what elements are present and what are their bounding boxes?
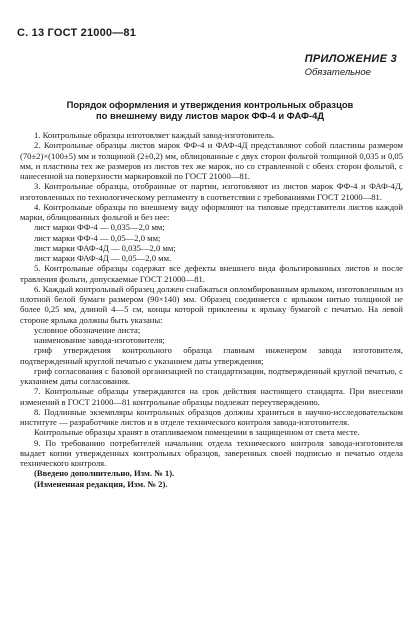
label-item-designation: условное обозначение листа;	[34, 324, 141, 335]
page-header: С. 13 ГОСТ 21000—81	[17, 27, 137, 39]
paragraph-9: 9. По требованию потребителей начальник отдела технического контроля завода-изготовителя выдает копии утвержденных контрольных образцов, заверенных своей подписью и печатью отдела технического контроля.	[20, 437, 403, 468]
title-line-1: Порядок оформления и утверждения контрольных образцов	[66, 99, 354, 110]
list-item: лист марки ФАФ-4Д — 0,035—2,0 мм;	[34, 242, 176, 253]
amendment-note-1: (Введено дополнительно, Изм. № 1).	[34, 468, 175, 479]
paragraph-6: 6. Каждый контрольный образец должен снабжаться опломбированным ярлыком, изготовленным из плотной белой бумаги размером (90×140) мм. Образец соединяется с ярлыком нитью толщиной не более 0,25 мм, длиной 4—5 см, концы которой приклеены к ярлыку бумагой с печатью. На левой стороне ярлыка должны быть указаны:	[20, 283, 403, 325]
list-item: лист марки ФФ-4 — 0,05—2,0 мм;	[34, 232, 161, 243]
title-line-2: по внешнему виду листов марок ФФ-4 и ФАФ-4Д	[95, 110, 325, 121]
appendix-subtitle: Обязательное	[304, 67, 371, 78]
amendment-note-2: (Измененная редакция, Изм. № 2).	[34, 478, 168, 489]
label-item-approval: гриф утверждения контрольного образца главным инженером завода изготовителя, подтвержденный круглой печатью с указанием даты утверждения;	[20, 345, 403, 366]
document-body	[20, 130, 403, 489]
paragraph-3: 3. Контрольные образцы, отобранные от партии, изготовляют из листов марок ФФ-4 и ФАФ-4Д, изготовленных по технологическому регламенту в соответствии с требованиями ГОСТ 21000—81.	[20, 181, 403, 202]
paragraph-8-storage: Контрольные образцы хранят в отапливаемом помещении в защищенном от света месте.	[34, 427, 360, 438]
list-item: лист марки ФАФ-4Д — 0,05—2,0 мм.	[34, 253, 172, 263]
appendix-title: ПРИЛОЖЕНИЕ 3	[304, 53, 397, 65]
label-item-manufacturer: наименование завода-изготовителя;	[34, 335, 165, 345]
paragraph-5: 5. Контрольные образцы содержат все дефекты внешнего вида фольгированных листов и после травления фольги, допускаемые ГОСТ 21000—81.	[20, 263, 403, 284]
label-item-agreement: гриф согласования с базовой организацией по стандартизации, подтвержденный круглой печатью, с указанием даты согласования.	[20, 365, 403, 386]
paragraph-4: 4. Контрольные образцы по внешнему виду оформляют на типовые представители листов каждой марки, облицованных фольгой и без нее:	[20, 201, 403, 222]
paragraph-8: 8. Подлинные экземпляры контрольных образцов должны храниться в научно-исследовательском институте — разработчике листов и в отделе технического контроля завода-изготовителя.	[20, 406, 403, 427]
paragraph-2: 2. Контрольные образцы листов марок ФФ-4 и ФАФ-4Д представляют собой пластины размером (70±2)×(100±5) мм и толщиной (2±0,2) мм, облицованные с двух сторон фольгой толщиной 0,035 и 0,05 мм, и пластины тех же размеров из листов тех же марок, но со стравленной с обеих сторон фольгой, с нанесенной на поверхности маркировкой по ГОСТ 21000—81.	[20, 140, 403, 181]
appendix-label	[305, 53, 397, 78]
paragraph-7: 7. Контрольные образцы утверждаются на срок действия настоящего стандарта. При внесении изменений в ГОСТ 21000—81 контрольные образцы подлежат переутверждению.	[20, 386, 403, 407]
paragraph-1: 1. Контрольные образцы изготовляет каждый завод-изготовитель.	[34, 130, 275, 140]
list-item: лист марки ФФ-4 — 0,035—2,0 мм;	[34, 222, 165, 233]
document-title	[20, 99, 400, 121]
